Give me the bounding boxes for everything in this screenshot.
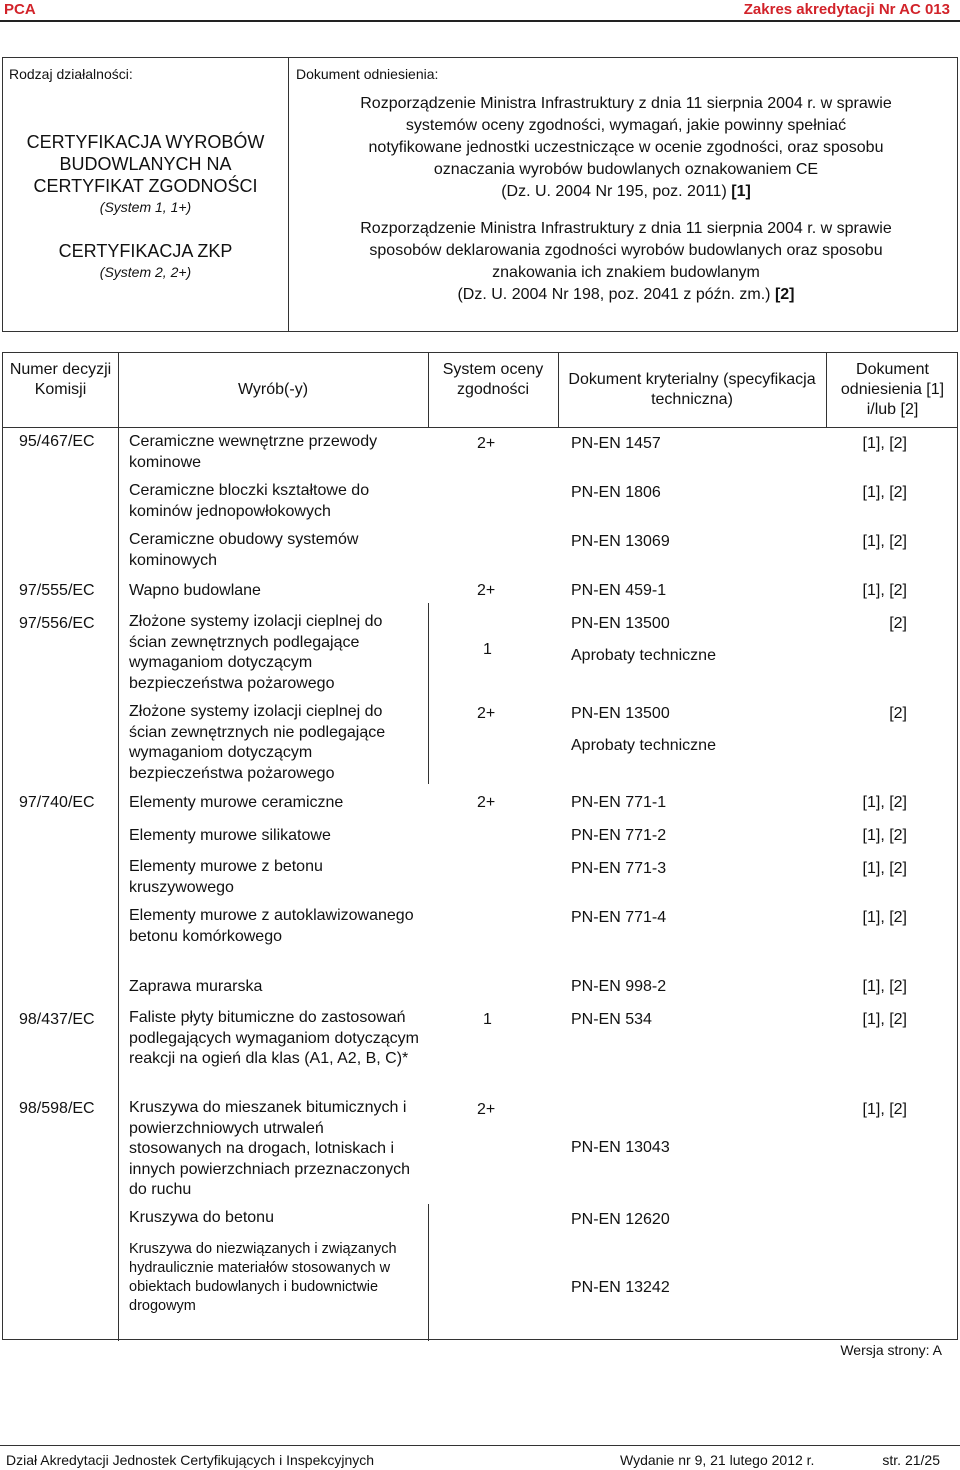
row-reference: [1], [2] <box>862 533 907 550</box>
row-product: Wapno budowlane <box>129 582 261 599</box>
row-system: 2+ <box>477 1101 496 1118</box>
row-criteria: PN-EN 459-1 <box>571 582 667 599</box>
row-criteria: PN-EN 771-4 <box>571 909 667 926</box>
scope-summary-box <box>2 57 958 332</box>
row-product: Ceramiczne obudowy systemów kominowych <box>129 531 359 569</box>
row-reference: [1], [2] <box>862 827 907 844</box>
row-product: Ceramiczne bloczki kształtowe do kominów jednopowłokowych <box>129 482 370 520</box>
page-footer <box>0 1445 960 1470</box>
row-system: 2+ <box>477 435 496 452</box>
row-reference: [2] <box>889 705 907 722</box>
row-reference: [1], [2] <box>862 860 907 877</box>
row-reference: [1], [2] <box>862 435 907 452</box>
row-reference: [1], [2] <box>862 484 907 501</box>
row-criteria: PN-EN 13043 <box>571 1139 670 1156</box>
row-criteria: PN-EN 771-2 <box>571 827 667 844</box>
footer-page-number: str. 21/25 <box>882 1452 940 1468</box>
row-decision: 97/556/EC <box>19 615 95 632</box>
row-reference: [1], [2] <box>862 1101 907 1118</box>
row-system: 1 <box>483 641 492 658</box>
row-product: Złożone systemy izolacji cieplnej do ścian zewnętrznych nie podlegające wymaganiom dotyczącym bezpieczeństwa pożarowego <box>129 703 386 782</box>
row-product: Elementy murowe ceramiczne <box>129 794 344 811</box>
header-left: PCA <box>4 1 36 18</box>
row-criteria: PN-EN 771-3 <box>571 860 667 877</box>
row-system: 2+ <box>477 582 496 599</box>
row-criteria: PN-EN 1457 <box>571 435 661 452</box>
reference-label: Dokument odniesienia: <box>296 66 439 82</box>
row-criteria: PN-EN 13500 <box>571 615 670 632</box>
row-decision: 95/467/EC <box>19 433 95 450</box>
row-criteria-note: Aprobaty techniczne <box>571 737 716 754</box>
footer-edition: Wydanie nr 9, 21 lutego 2012 r. <box>620 1452 815 1468</box>
regulation-1: Rozporządzenie Ministra Infrastruktury z dnia 11 sierpnia 2004 r. w sprawie systemów oceny zgodności, wymagań, jakie powinny spełniać notyfikowane jednostki uczestniczące w ocenie zgodności, oraz sposobu oznaczania wyrobów budowlanych oznakowaniem CE (Dz. U. 2004 Nr 195, poz. 2011) [1] <box>360 95 892 200</box>
row-criteria: PN-EN 13242 <box>571 1279 670 1296</box>
row-product: Kruszywa do betonu <box>129 1209 274 1226</box>
header-right: Zakres akredytacji Nr AC 013 <box>743 1 950 18</box>
regulation-2: Rozporządzenie Ministra Infrastruktury z dnia 11 sierpnia 2004 r. w sprawie sposobów deklarowania zgodności wyrobów budowlanych oraz sposobu znakowania ich znakiem budowlanym (Dz. U. 2004 Nr 198, poz. 2041 z późn. zm.) [2] <box>360 220 892 303</box>
row-decision: 98/598/EC <box>19 1100 95 1117</box>
header-criteria: Dokument kryterialny (specyfikacja techniczna) <box>568 371 816 408</box>
footer-department: Dział Akredytacji Jednostek Certyfikujących i Inspekcyjnych <box>6 1452 375 1468</box>
row-product: Kruszywa do mieszanek bitumicznych i powierzchniowych utrwaleń stosowanych na drogach, lotniskach i innych powierzchniach przeznaczonych do ruchu <box>129 1099 411 1198</box>
row-criteria: PN-EN 13500 <box>571 705 670 722</box>
activity-label: Rodzaj działalności: <box>9 66 133 82</box>
row-decision: 97/740/EC <box>19 794 95 811</box>
certification-zkp: CERTYFIKACJA ZKP (System 2, 2+) <box>58 241 233 280</box>
row-product: Złożone systemy izolacji cieplnej do ścian zewnętrznych podlegające wymaganiom dotyczącym bezpieczeństwa pożarowego <box>129 613 383 692</box>
header-decision: Numer decyzji Komisji <box>9 361 112 398</box>
row-product: Ceramiczne wewnętrzne przewody kominowe <box>129 433 378 471</box>
row-reference: [1], [2] <box>862 794 907 811</box>
row-criteria: PN-EN 998-2 <box>571 978 667 995</box>
regulations <box>296 93 956 321</box>
row-system: 1 <box>483 1011 492 1028</box>
row-product: Zaprawa murarska <box>129 978 263 995</box>
certification-products: CERTYFIKACJA WYROBÓW BUDOWLANYCH NA CERTYFIKAT ZGODNOŚCI (System 1, 1+) <box>26 132 265 215</box>
row-decision: 98/437/EC <box>19 1011 95 1028</box>
page-version: Wersja strony: A <box>840 1342 942 1358</box>
row-reference: [2] <box>889 615 907 632</box>
row-product: Kruszywa do niezwiązanych i związanych hydraulicznie materiałów stosowanych w obiektach budowlanych i budownictwie drogowym <box>129 1241 397 1314</box>
row-criteria-note: Aprobaty techniczne <box>571 647 716 664</box>
accreditation-table <box>2 352 958 1340</box>
header-reference: Dokument odniesienia [1] i/lub [2] <box>840 361 945 418</box>
row-reference: [1], [2] <box>862 978 907 995</box>
row-product: Elementy murowe silikatowe <box>129 827 331 844</box>
row-product: Faliste płyty bitumiczne do zastosowań podlegających wymaganiom dotyczącym reakcji na ogień dla klas (A1, A2, B, C)* <box>129 1009 419 1067</box>
row-criteria: PN-EN 534 <box>571 1011 652 1028</box>
page-header <box>0 0 960 22</box>
row-decision: 97/555/EC <box>19 582 95 599</box>
row-criteria: PN-EN 771-1 <box>571 794 667 811</box>
row-criteria: PN-EN 12620 <box>571 1211 670 1228</box>
header-product: Wyrób(-y) <box>237 381 309 398</box>
row-product: Elementy murowe z betonu kruszywowego <box>129 858 323 896</box>
header-system: System oceny zgodności <box>442 361 544 398</box>
row-reference: [1], [2] <box>862 909 907 926</box>
row-system: 2+ <box>477 705 496 722</box>
row-criteria: PN-EN 1806 <box>571 484 661 501</box>
row-criteria: PN-EN 13069 <box>571 533 670 550</box>
row-reference: [1], [2] <box>862 582 907 599</box>
row-system: 2+ <box>477 794 496 811</box>
row-reference: [1], [2] <box>862 1011 907 1028</box>
row-product: Elementy murowe z autoklawizowanego betonu komórkowego <box>129 907 414 945</box>
